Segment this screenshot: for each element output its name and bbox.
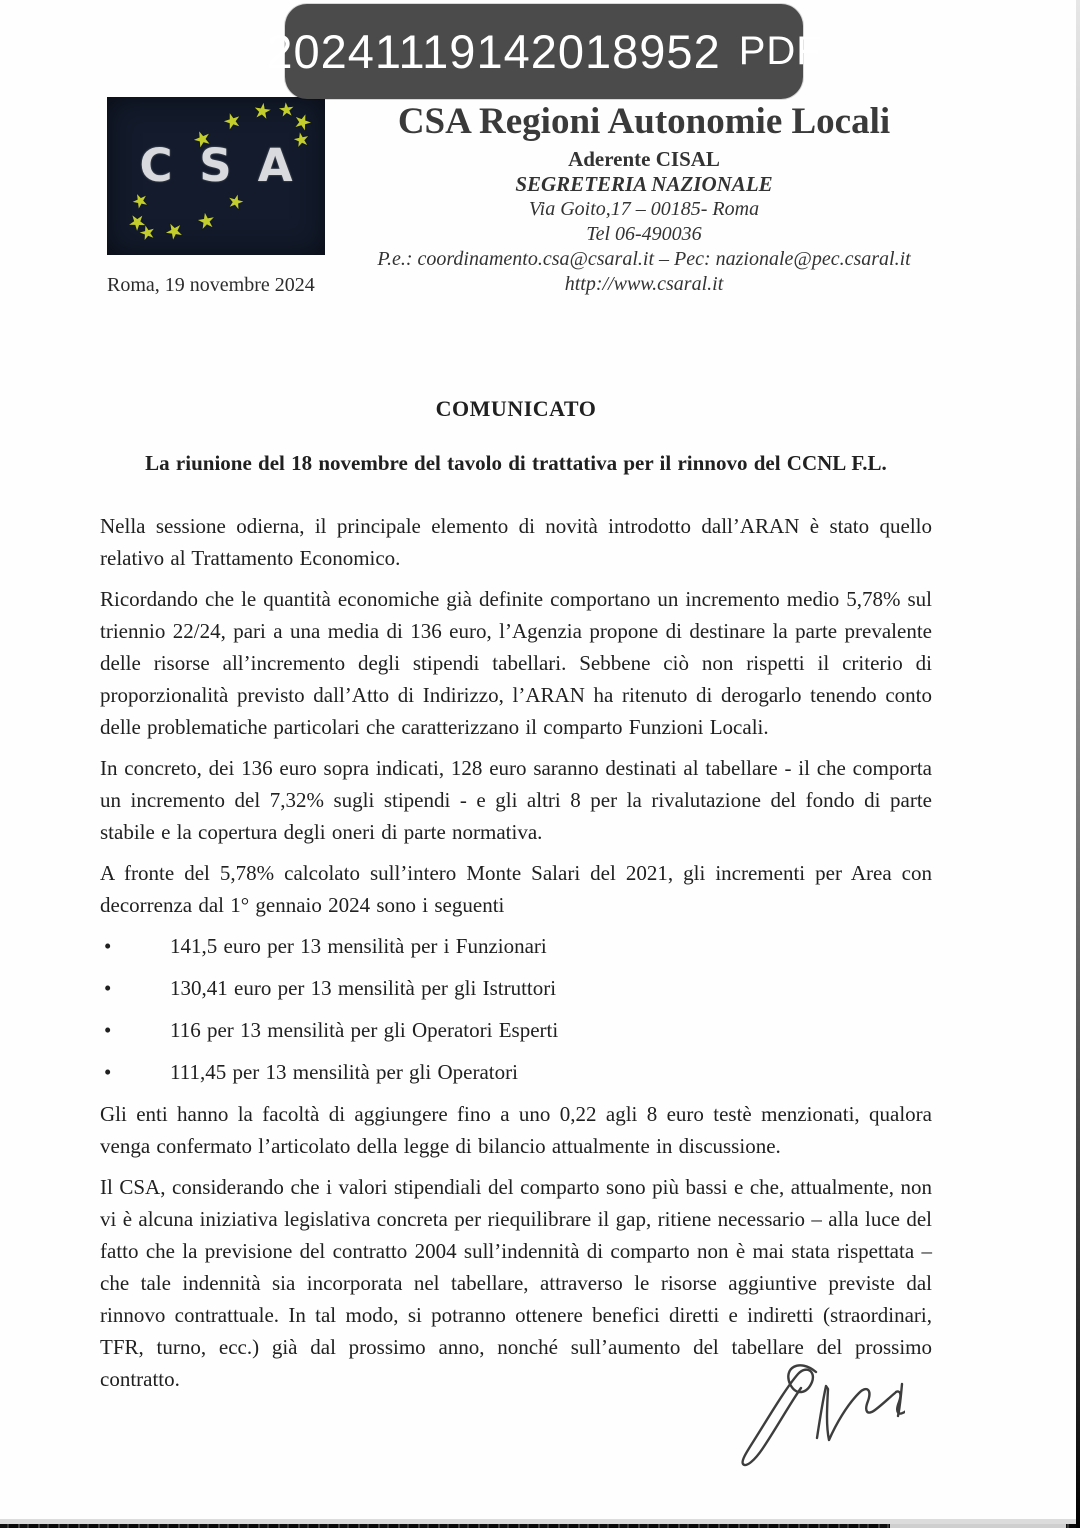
- office-line: SEGRETERIA NAZIONALE: [515, 172, 773, 196]
- star-icon: [220, 109, 244, 135]
- affiliation-line: Aderente CISAL: [568, 147, 720, 171]
- bullet-icon: [104, 1014, 111, 1046]
- phone-line: Tel 06-490036: [586, 223, 702, 245]
- bullet-icon: [104, 930, 111, 962]
- paragraph: In concreto, dei 136 euro sopra indicati, 128 euro saranno destinati al tabellare - il che comporta un incremento del 7,32% sugli stipendi - e gli altri 8 per la rivalutazione del fondo di parte stabile e la copertura degli oneri di parte normativa.: [100, 756, 932, 844]
- star-icon: [252, 100, 274, 123]
- list-item-text: 130,41 euro per 13 mensilità per gli Istruttori: [170, 976, 557, 1000]
- paragraph: A fronte del 5,78% calcolato sull’intero Monte Salari del 2021, gli incrementi per Area con decorrenza dal 1° gennaio 2024 sono i seguenti: [100, 861, 932, 917]
- document-subtitle: La riunione del 18 novembre del tavolo di trattativa per il rinnovo del CCNL F.L.: [145, 451, 887, 475]
- star-icon: [161, 218, 187, 245]
- scan-bottom-bar: [0, 1524, 1080, 1528]
- list-item: [100, 930, 932, 962]
- list-item: [100, 1056, 932, 1088]
- letterhead: [330, 100, 958, 297]
- dateline: Roma, 19 novembre 2024: [107, 274, 315, 296]
- filename-number: 20241119142018952: [266, 25, 721, 78]
- paragraph: Ricordando che le quantità economiche già definite comportano un incremento medio 5,78% sul triennio 22/24, pari a una media di 136 euro, l’Agenzia propone di destinare la parte prevalente delle risorse all’incremento degli stipendi tabellari. Sebbene ciò non rispetti il criterio di proporzionalità previsto dall’Atto di Indirizzo, l’ARAN ha ritenuto di derogarlo tenendo conto delle problematiche particolari che caratterizzano il comparto Funzioni Locali.: [100, 587, 932, 739]
- list-item-text: 116 per 13 mensilità per gli Operatori Esperti: [170, 1018, 559, 1042]
- paragraph: Gli enti hanno la facoltà di aggiungere fino a uno 0,22 agli 8 euro testè menzionati, qualora venga confermato l’articolato della legge di bilancio attualmente in discussione.: [100, 1102, 932, 1158]
- address-line: Via Goito,17 – 00185- Roma: [528, 198, 760, 220]
- scan-right-edge: [1076, 0, 1080, 1528]
- filename-badge: [266, 4, 822, 99]
- organization-name: CSA Regioni Autonomie Locali: [397, 101, 891, 142]
- document-body: [100, 396, 932, 1404]
- paragraph: Nella sessione odierna, il principale elemento di novità introdotto dall’ARAN è stato quello relativo al Trattamento Economico.: [100, 514, 932, 570]
- bullet-icon: [104, 1056, 111, 1088]
- list-item-text: 141,5 euro per 13 mensilità per i Funzionari: [170, 934, 547, 958]
- star-icon: [137, 221, 159, 246]
- pdf-label: PDF: [738, 29, 822, 73]
- bullet-icon: [104, 972, 111, 1004]
- paragraph: Il CSA, considerando che i valori stipendiali del comparto sono più bassi e che, attualmente, non vi è alcuna iniziativa legislativa concreta per riequilibrare il gap, ritiene necessario – alla luce del fatto che la previsione del contratto 2004 sull’indennità di comparto non è mai stata rispettata – che tale indennità sia incorporata nel tabellare, attraverso le risorse aggiuntive previste dal rinnovo contrattuale. In tal modo, si potranno ottenere benefici diretti e indiretti (straordinari, TFR, turno, ecc.) già dal prossimo anno, nonché sull’aumento del tabellare del prossimo contratto.: [100, 1175, 932, 1391]
- handwritten-signature: [695, 1358, 905, 1473]
- csa-logo: [107, 97, 325, 255]
- increments-list: [100, 930, 932, 1088]
- list-item: [100, 972, 932, 1004]
- website-line: http://www.csaral.it: [564, 273, 724, 295]
- star-icon: [195, 210, 217, 234]
- list-item: [100, 1014, 932, 1046]
- document-title: COMUNICATO: [435, 396, 597, 421]
- csa-logo-letters: CSA: [139, 139, 319, 192]
- star-icon: [225, 190, 247, 215]
- list-item-text: 111,45 per 13 mensilità per gli Operatori: [170, 1060, 518, 1084]
- email-line: P.e.: coordinamento.csa@csaral.it – Pec: nazionale@pec.csaral.it: [377, 248, 911, 270]
